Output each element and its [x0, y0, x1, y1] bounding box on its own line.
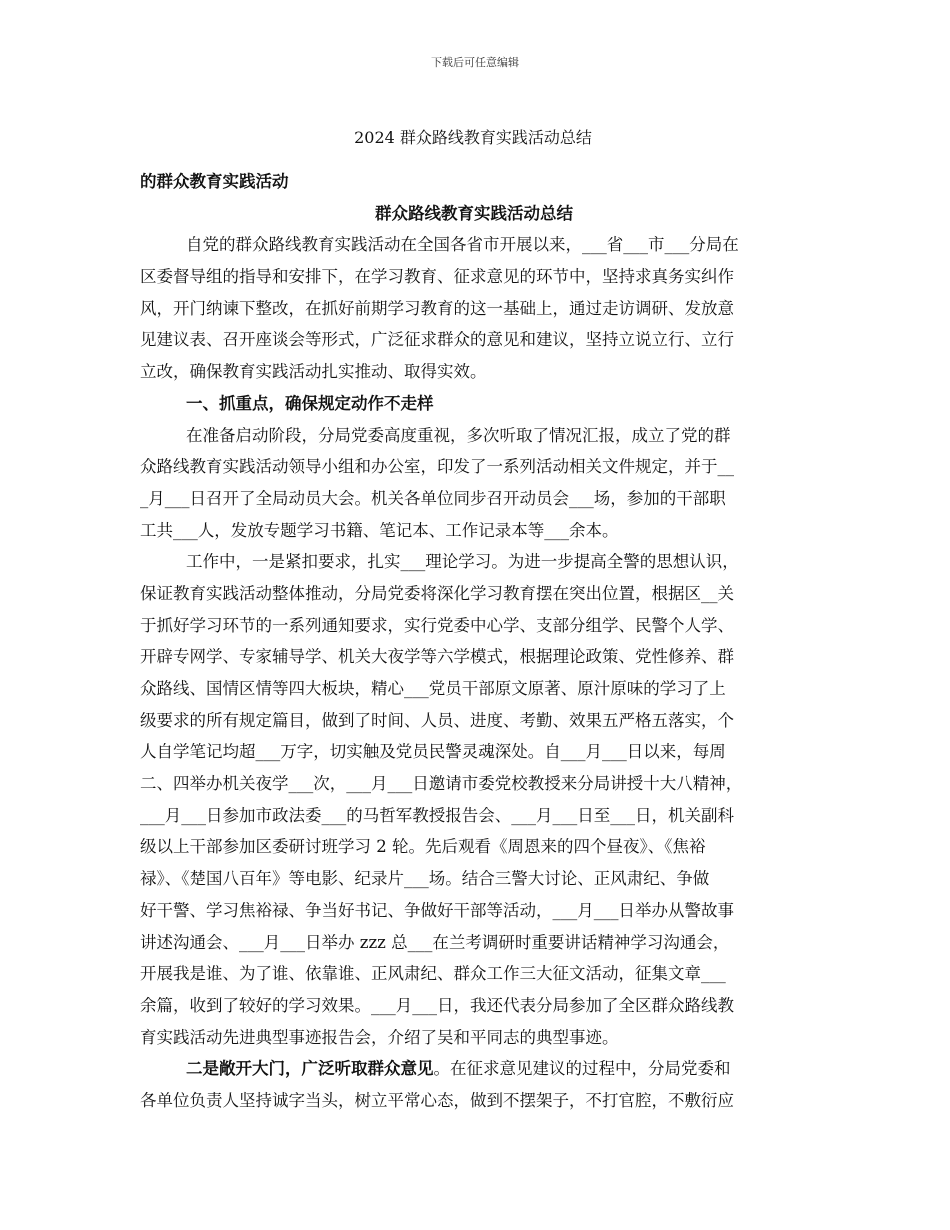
- paragraph-line: 工共___人，发放专题学习书籍、笔记本、工作记录本等___余本。: [140, 520, 619, 540]
- paragraph-line: 二、四举办机关夜学___次，___月___日邀请市委党校教授来分局讲授十大八精神，: [140, 774, 743, 794]
- paragraph-line: 讲述沟通会、___月___日举办 zzz 总___在兰考调研时重要讲话精神学习沟通会，: [140, 932, 730, 952]
- paragraph-text: 。在征求意见建议的过程中，分局党委和: [433, 1059, 731, 1079]
- paragraph-line: 禄》、《楚国八百年》等电影、纪录片___场。结合三警大讨论、正风肃纪、争做: [140, 869, 710, 889]
- paragraph-line: [140, 1053, 808, 1085]
- paragraph-line: 区委督导组的指导和安排下，在学习教育、征求意见的环节中，坚持求真务实纠作: [140, 267, 734, 287]
- subtitle: 群众路线教育实践活动总结: [375, 203, 573, 223]
- paragraph-line: ___月___日参加市政法委___的马哲军教授报告会、___月___日至___日，机关副科: [140, 805, 734, 825]
- paragraph-line: 工作中，一是紧扣要求，扎实___理论学习。为进一步提高全警的思想认识，: [186, 552, 739, 572]
- paragraph-line: 好干警、学习焦裕禄、争当好书记、争做好干部等活动，___月___日举办从警故事: [140, 900, 734, 920]
- paragraph-line: 各单位负责人坚持诚字当头，树立平常心态，做到不摆架子，不打官腔，不敷衍应: [140, 1090, 734, 1110]
- paragraph-line: 级以上干部参加区委研讨班学习 2 轮。先后观看《周恩来的四个昼夜》、《焦裕: [140, 837, 706, 857]
- paragraph-line: 自党的群众路线教育实践活动在全国各省市开展以来，___省___市___分局在: [186, 235, 739, 255]
- paragraph-line: 风，开门纳谏下整改，在抓好前期学习教育的这一基础上，通过走访调研、发放意: [140, 298, 734, 318]
- paragraph-line: 在准备启动阶段，分局党委高度重视，多次听取了情况汇报，成立了党的群: [186, 425, 731, 445]
- inline-heading: 二是敞开大门，广泛听取群众意见: [186, 1059, 434, 1079]
- paragraph-line: 人自学笔记均超___万字，切实触及党员民警灵魂深处。自___月___日以来，每周: [140, 742, 726, 762]
- paragraph-line: _月___日召开了全局动员大会。机关各单位同步召开动员会___场，参加的干部职: [140, 488, 726, 508]
- paragraph-line: 开辟专网学、专家辅导学、机关大夜学等六学模式，根据理论政策、党性修养、群: [140, 647, 734, 667]
- page-header: 下载后可任意编辑: [431, 56, 519, 69]
- paragraph-line: 立改，确保教育实践活动扎实推动、取得实效。: [140, 362, 487, 382]
- paragraph-line: 育实践活动先进典型事迹报告会，介绍了吴和平同志的典型事迹。: [140, 1027, 619, 1047]
- paragraph-line: 见建议表、召开座谈会等形式，广泛征求群众的意见和建议，坚持立说立行、立行: [140, 330, 734, 350]
- paragraph-line: 于抓好学习环节的一系列通知要求，实行党委中心学、支部分组学、民警个人学、: [140, 615, 734, 635]
- paragraph-line: 开展我是谁、为了谁、依靠谁、正风肃纪、群众工作三大征文活动，征集文章___: [140, 964, 726, 984]
- section-heading: 一、抓重点，确保规定动作不走样: [186, 393, 434, 413]
- section-heading: 的群众教育实践活动: [140, 172, 289, 191]
- paragraph-line: 众路线、国情区情等四大板块，精心___党员干部原文原著、原汁原味的学习了上: [140, 679, 726, 698]
- paragraph-line: 级要求的所有规定篇目，做到了时间、人员、进度、考勤、效果五严格五落实，个: [140, 710, 734, 730]
- document-title: 2024 群众路线教育实践活动总结: [354, 128, 592, 147]
- paragraph-line: 众路线教育实践活动领导小组和办公室，印发了一系列活动相关文件规定，并于__: [140, 457, 734, 477]
- document-body: [140, 166, 808, 1117]
- paragraph-line: 余篇，收到了较好的学习效果。___月___日，我还代表分局参加了全区群众路线教: [140, 995, 734, 1015]
- paragraph-line: 保证教育实践活动整体推动，分局党委将深化学习教育摆在突出位置，根据区__关: [140, 583, 734, 603]
